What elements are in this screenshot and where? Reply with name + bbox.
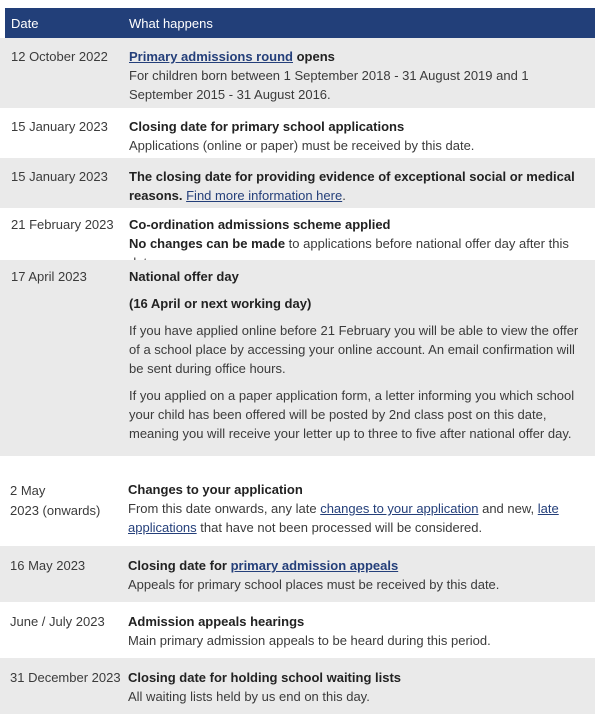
row-text: Applications (online or paper) must be received by this date.: [129, 138, 475, 153]
table-header: [5, 8, 595, 38]
row-date: 21 February 2023: [11, 217, 114, 232]
row-after-link: .: [342, 188, 346, 203]
row-date: 17 April 2023: [11, 269, 87, 284]
table-row: [0, 208, 595, 260]
table-row: [0, 158, 595, 208]
primary-admissions-round-link[interactable]: Primary admissions round: [129, 49, 293, 64]
row-content: [128, 556, 590, 594]
row-date: [10, 481, 100, 521]
row-subtitle: (16 April or next working day): [129, 296, 312, 311]
row-text: From this date onwards, any late: [128, 501, 321, 516]
row-date: 12 October 2022: [11, 49, 108, 64]
row-bold-start: No changes can be made: [129, 236, 286, 251]
late-applications-link[interactable]: late applications: [128, 501, 559, 535]
row-title-pre: Closing date for: [128, 558, 231, 573]
row-content: [128, 612, 590, 650]
row-date: 31 December 2023: [10, 670, 121, 685]
table-row: [0, 38, 595, 108]
row-title: Changes to your application: [128, 482, 303, 497]
table-row: [0, 456, 595, 546]
row-content: [128, 668, 590, 706]
row-text: that have not been processed will be considered.: [196, 520, 483, 535]
row-text: to applications before national offer day after this: [288, 236, 569, 251]
row-content: [129, 267, 591, 443]
row-text: Appeals for primary school places must be received by this date.: [128, 577, 500, 592]
table-row: [0, 546, 595, 602]
row-text: Main primary admission appeals to be heard during this period.: [128, 633, 491, 648]
changes-to-your-application-link[interactable]: changes to your application: [320, 501, 479, 516]
row-title: Closing date for holding school waiting lists: [128, 670, 402, 685]
row-paragraph-2: If you applied on a paper application form, a letter informing you which school your child has been offered will be posted by 2nd class post on this date, meaning you will receive your letter up to three to five after national offer day.: [129, 388, 575, 441]
row-content: [129, 117, 591, 155]
row-title: Co-ordination admissions scheme applied: [129, 217, 391, 232]
header-date: Date: [11, 16, 39, 31]
row-text: All waiting lists held by us end on this day.: [128, 689, 370, 704]
row-date: 16 May 2023: [10, 558, 86, 573]
row-date-line-1: 2 May: [10, 483, 46, 498]
row-paragraph-1: If you have applied online before 21 February you will be able to view the offer of a school place by accessing your online account. An email confirmation will be sent during office hours.: [129, 323, 579, 376]
table-row: [0, 260, 595, 456]
row-title: The closing date for providing evidence of exceptional social or medical reasons.: [129, 169, 575, 203]
find-more-information-link[interactable]: Find more information here: [186, 188, 343, 203]
row-text: and new,: [478, 501, 538, 516]
row-content: [129, 47, 591, 104]
row-content: [128, 480, 590, 537]
row-title: Closing date for primary school applications: [129, 119, 405, 134]
row-content: [129, 167, 591, 205]
row-title: Admission appeals hearings: [128, 614, 305, 629]
table-row: [0, 602, 595, 658]
row-date: 15 January 2023: [11, 169, 108, 184]
row-date-line-2: 2023 (onwards): [10, 503, 101, 518]
row-text: For children born between 1 September 2018 - 31 August 2019 and 1 September 2015 - 31 August 2016.: [129, 68, 529, 102]
table-row: [0, 108, 595, 158]
row-title: National offer day: [129, 269, 239, 284]
row-title-rest: opens: [293, 49, 335, 64]
primary-admission-appeals-link[interactable]: primary admission appeals: [230, 558, 399, 573]
header-what-happens: What happens: [129, 16, 213, 31]
row-date: June / July 2023: [10, 614, 105, 629]
table-row: [0, 658, 595, 714]
row-date: 15 January 2023: [11, 119, 108, 134]
